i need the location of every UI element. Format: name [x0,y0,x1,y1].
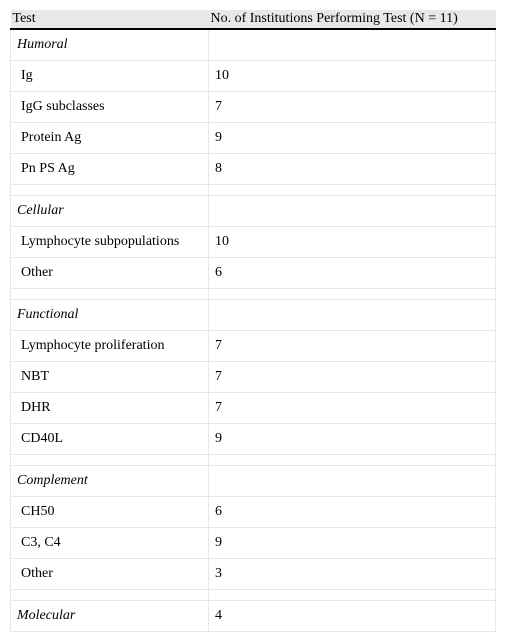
table-body [11,29,496,632]
institution-count-cell: 6 [209,258,496,289]
table-row [11,362,496,393]
spacer-cell [11,185,209,196]
spacer-cell [11,289,209,300]
institution-count-cell: 9 [209,123,496,154]
test-name-cell: Protein Ag [11,123,209,154]
spacer-row [11,185,496,196]
institution-count-cell: 7 [209,92,496,123]
section-row [11,196,496,227]
table-row [11,154,496,185]
institution-count-cell [209,196,496,227]
table-header [11,10,496,29]
institution-count-cell: 7 [209,393,496,424]
institution-count-cell: 10 [209,61,496,92]
institution-count-cell: 7 [209,331,496,362]
section-label: Cellular [11,196,209,227]
institution-count-cell [209,29,496,61]
test-name-cell: IgG subclasses [11,92,209,123]
institution-count-cell [209,300,496,331]
section-row [11,601,496,632]
table-row [11,258,496,289]
table-row [11,528,496,559]
institution-count-cell: 10 [209,227,496,258]
spacer-row [11,289,496,300]
section-row [11,466,496,497]
section-label: Complement [11,466,209,497]
spacer-cell [209,289,496,300]
test-name-cell: DHR [11,393,209,424]
spacer-cell [209,590,496,601]
institution-count-cell: 9 [209,528,496,559]
spacer-cell [11,455,209,466]
test-name-cell: CH50 [11,497,209,528]
table-container [10,10,495,632]
test-name-cell: C3, C4 [11,528,209,559]
table-row [11,424,496,455]
section-row [11,29,496,61]
test-name-cell: Other [11,559,209,590]
test-name-cell: Pn PS Ag [11,154,209,185]
header-institutions-count: No. of Institutions Performing Test (N = 11) [209,10,496,29]
test-name-cell: Other [11,258,209,289]
institution-count-cell: 7 [209,362,496,393]
table-row [11,227,496,258]
test-name-cell: Lymphocyte proliferation [11,331,209,362]
institution-count-cell: 9 [209,424,496,455]
spacer-cell [11,590,209,601]
spacer-row [11,455,496,466]
table-row [11,559,496,590]
header-row [11,10,496,29]
section-label: Functional [11,300,209,331]
institution-count-cell: 6 [209,497,496,528]
spacer-row [11,590,496,601]
table-row [11,123,496,154]
header-test: Test [11,10,209,29]
institution-count-cell: 8 [209,154,496,185]
section-row [11,300,496,331]
table-row [11,61,496,92]
institution-count-cell: 4 [209,601,496,632]
spacer-cell [209,455,496,466]
table-row [11,497,496,528]
section-label: Molecular [11,601,209,632]
institution-count-cell: 3 [209,559,496,590]
spacer-cell [209,185,496,196]
table-row [11,393,496,424]
test-name-cell: CD40L [11,424,209,455]
table-row [11,331,496,362]
test-name-cell: NBT [11,362,209,393]
table-row [11,92,496,123]
institutions-test-table [10,10,496,632]
institution-count-cell [209,466,496,497]
section-label: Humoral [11,29,209,61]
test-name-cell: Ig [11,61,209,92]
test-name-cell: Lymphocyte subpopulations [11,227,209,258]
